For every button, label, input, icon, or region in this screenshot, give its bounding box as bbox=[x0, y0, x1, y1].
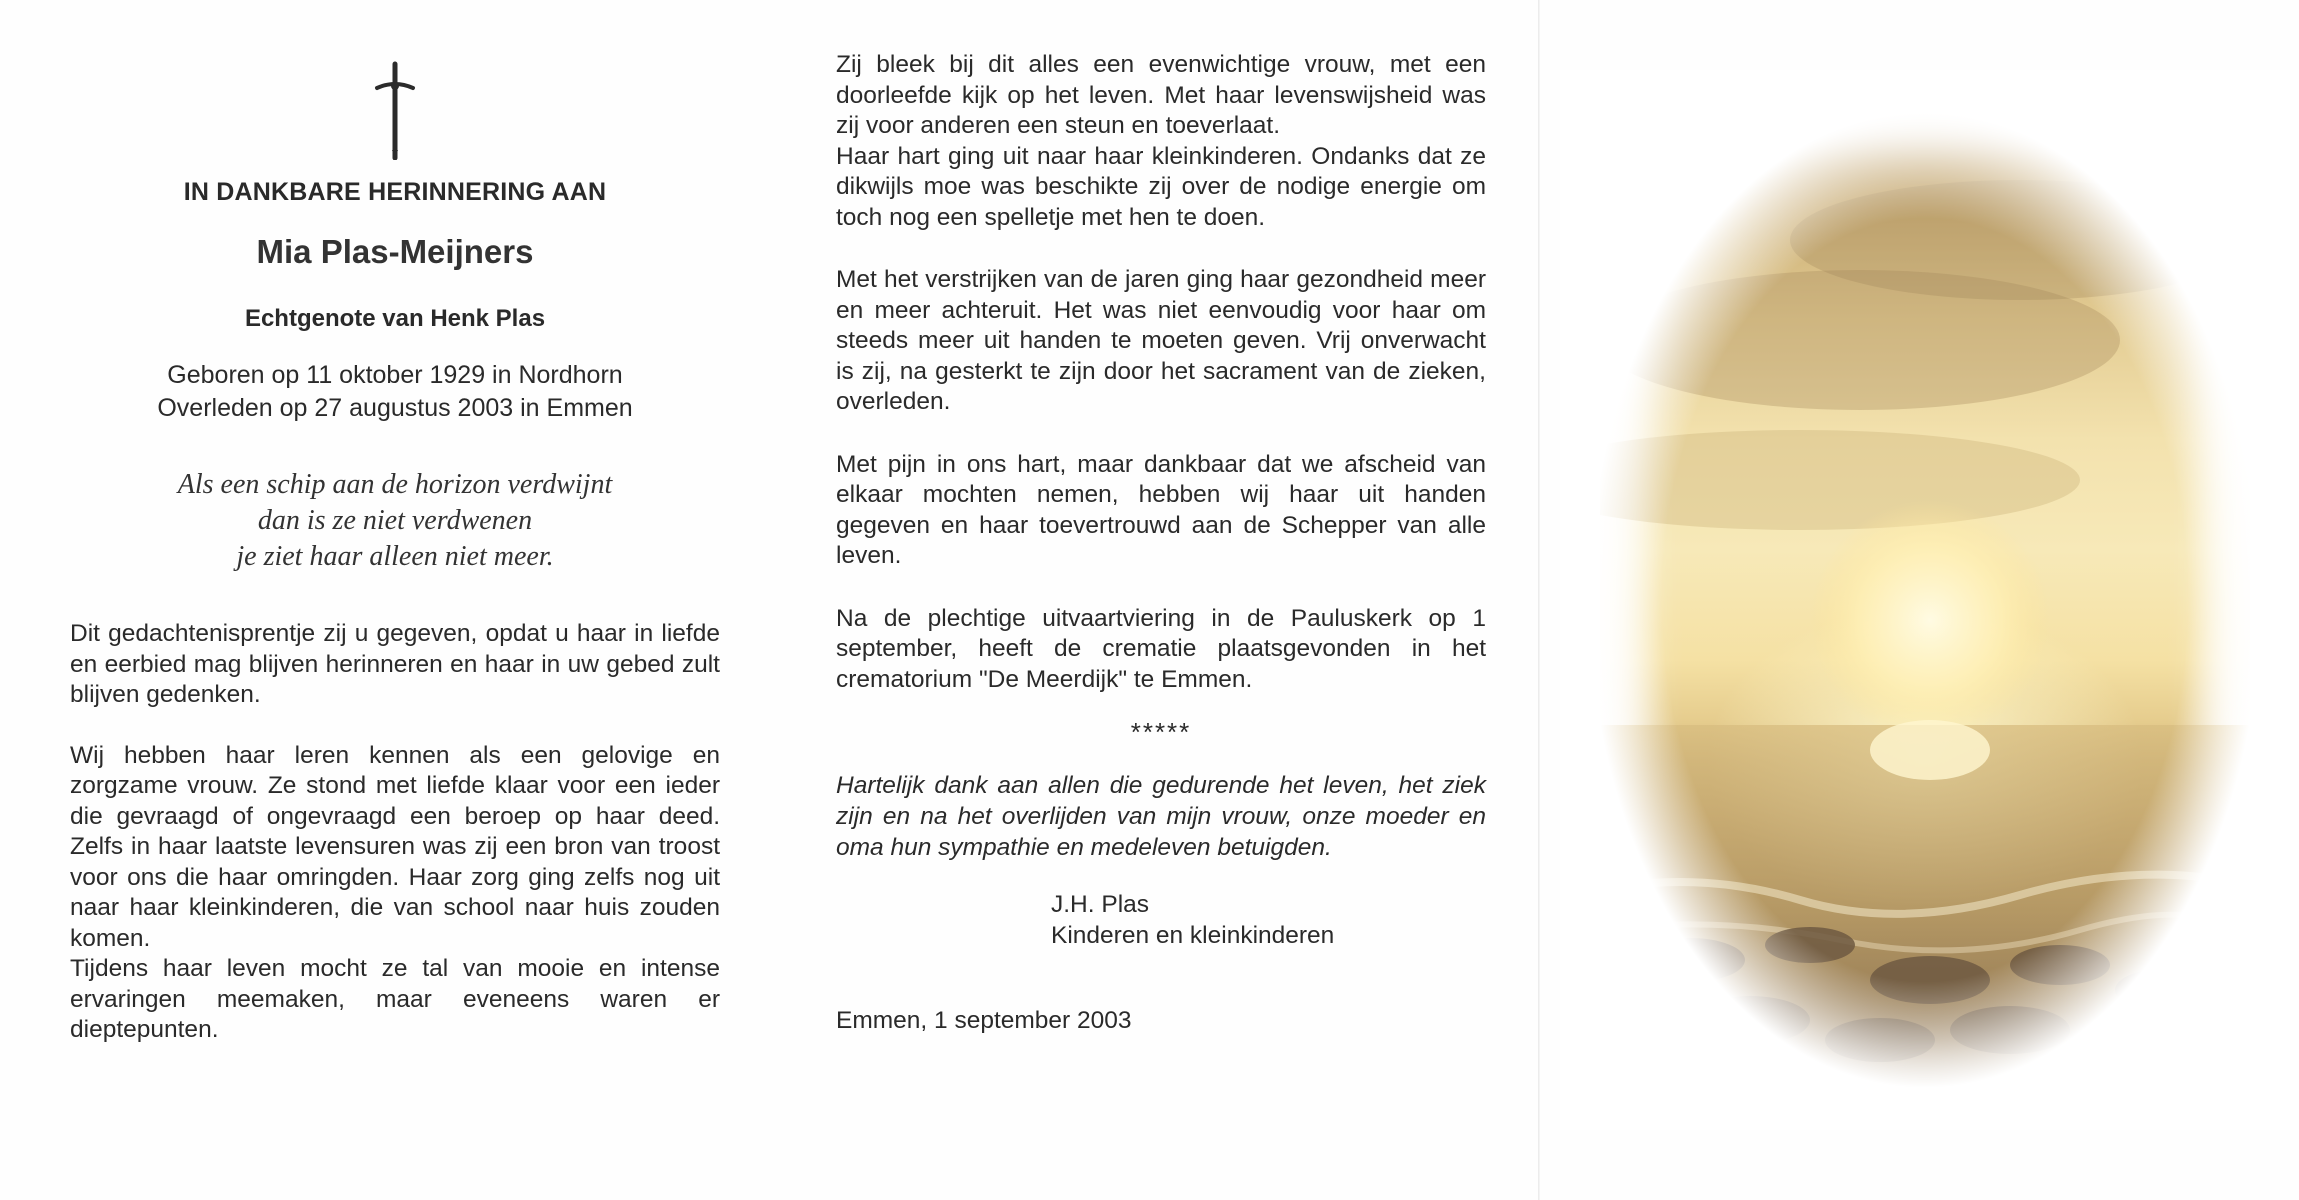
sea-and-rocks-illustration bbox=[1600, 100, 2250, 1100]
birth-line: Geboren op 11 oktober 1929 in Nordhorn bbox=[167, 361, 623, 389]
paragraph: Zij bleek bij dit alles een evenwichtige vrouw, met een doorleefde kijk op het leven. Met haar levenswijsheid was zij voor anderen een steun en toeverlaat. bbox=[836, 51, 1486, 139]
place-date: Emmen, 1 september 2003 bbox=[836, 1007, 1132, 1034]
separator-stars: ***** bbox=[1130, 717, 1192, 747]
signature bbox=[1051, 889, 1486, 951]
middle-panel bbox=[836, 50, 1486, 1035]
paragraph: Tijdens haar leven mocht ze tal van mooie en intense ervaringen meemaken, maar eveneens waren er dieptepunten. bbox=[70, 955, 720, 1043]
signature-name: J.H. Plas bbox=[1051, 891, 1150, 918]
paragraph: Met het verstrijken van de jaren ging haar gezondheid meer en meer achteruit. Het was niet eenvoudig voor haar om steeds meer uit handen te moeten geven. Vrij onverwacht is zij, na gesterkt te zijn door het sacrament van de zieken, overleden. bbox=[836, 266, 1486, 415]
poem bbox=[70, 467, 720, 575]
spouse-line: Echtgenote van Henk Plas bbox=[244, 305, 546, 332]
latin-cross-icon bbox=[365, 60, 425, 160]
signature-family: Kinderen en kleinkinderen bbox=[1051, 922, 1335, 949]
poem-line: Als een schip aan de horizon verdwijnt bbox=[177, 469, 613, 500]
paragraph: Wij hebben haar leren kennen als een gelovige en zorgzame vrouw. Ze stond met liefde klaar voor een ieder die gevraagd of ongevraagd een beroep op haar deed. Zelfs in haar laatste levensuren was zij een bron van troost voor ons die haar omringden. Haar zorg ging zelfs nog uit naar haar kleinkinderen, die van school naar huis zouden komen. bbox=[70, 741, 720, 952]
paragraph: Dit gedachtenisprentje zij u gegeven, opdat u haar in liefde en eerbied mag blijven herinneren en haar in uw gebed zult blijven gedenken. bbox=[70, 620, 720, 708]
thanks-text: Hartelijk dank aan allen die gedurende het leven, het ziek zijn en na het overlijden van mijn vrouw, onze moeder en oma hun sympathie en medeleven betuigden. bbox=[836, 772, 1486, 861]
left-panel bbox=[70, 60, 720, 1046]
poem-line: je ziet haar alleen niet meer. bbox=[236, 541, 554, 572]
paragraph: Na de plechtige uitvaartviering in de Pauluskerk op 1 september, heeft de crematie plaatsgevonden in het crematorium "De Meerdijk" te Emmen. bbox=[836, 604, 1486, 693]
fold-line bbox=[1538, 0, 1540, 1200]
paragraph: Met pijn in ons hart, maar dankbaar dat we afscheid van elkaar mochten nemen, hebben wij haar uit handen gegeven en haar toevertrouwd aan de Schepper van alle leven. bbox=[836, 450, 1486, 569]
poem-line: dan is ze niet verdwenen bbox=[257, 505, 533, 536]
paragraph: Haar hart ging uit naar haar kleinkinderen. Ondanks dat ze dikwijls moe was beschikte zij over de nodige energie om toch nog een spelletje met hen te doen. bbox=[836, 142, 1486, 231]
memorial-heading: IN DANKBARE HERINNERING AAN bbox=[183, 178, 607, 206]
deceased-name: Mia Plas-Meijners bbox=[256, 233, 534, 270]
death-line: Overleden op 27 augustus 2003 in Emmen bbox=[157, 394, 633, 422]
life-dates bbox=[70, 359, 720, 425]
